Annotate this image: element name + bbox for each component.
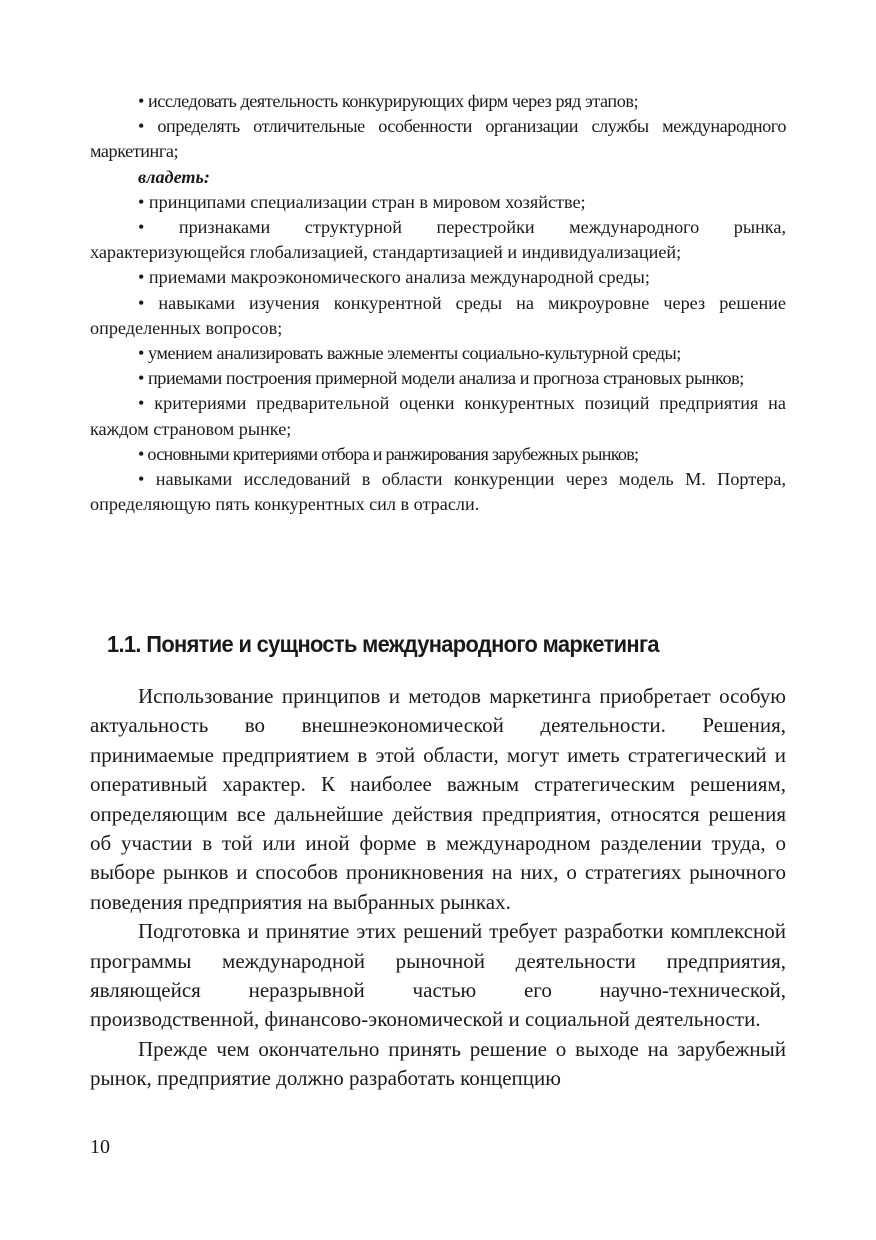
list-item: • навыками исследований в области конкуренции через модель М. Портера, определяющую пять конкурентных сил в отрасли. bbox=[90, 469, 786, 515]
list-item: • приемами построения примерной модели анализа и прогноза страновых рынков; bbox=[138, 368, 744, 389]
list-item: • приемами макроэкономического анализа международной среды; bbox=[138, 267, 650, 288]
list-item: • критериями предварительной оценки конкурентных позиций предприятия на каждом страновом рынке; bbox=[90, 393, 786, 439]
paragraph: Подготовка и принятие этих решений требует разработки комплексной программы международной рыночной деятельности предприятия, являющейся неразрывной частью его научно-технической, производственной, финансово-экономической и социальной деятельности. bbox=[90, 919, 786, 1032]
section-heading: 1.1. Понятие и сущность международного маркетинга bbox=[107, 631, 659, 657]
page-number: 10 bbox=[90, 1136, 110, 1158]
paragraph: Использование принципов и методов маркетинга приобретает особую актуальность во внешнеэкономической деятельности. Решения, принимаемые предприятием в этой области, могут иметь стратегический и оперативный характер. К наиболее важным стратегическим решениям, определяющим все дальнейшие действия предприятия, относятся решения об участии в той или иной форме в международном разделении труда, о выборе рынков и способов проникновения на них, о стратегиях рыночного поведения предприятия на выбранных рынках. bbox=[90, 684, 786, 914]
list-item: • навыками изучения конкурентной среды на микроуровне через решение определенных вопросов; bbox=[90, 292, 786, 338]
list-item: • умением анализировать важные элементы социально-культурной среды; bbox=[138, 343, 681, 364]
list-item: • принципами специализации стран в мировом хозяйстве; bbox=[138, 191, 586, 212]
list-lead-label: владеть: bbox=[138, 166, 210, 187]
list-item: • признаками структурной перестройки международного рынка, характеризующейся глобализацией, стандартизацией и индивидуализацией; bbox=[90, 217, 786, 263]
section-body bbox=[90, 682, 786, 1094]
competency-list bbox=[90, 89, 786, 517]
list-item: • исследовать деятельность конкурирующих фирм через ряд этапов; bbox=[138, 91, 639, 111]
list-item: • основными критериями отбора и ранжирования зарубежных рынков; bbox=[138, 443, 639, 464]
list-item: • определять отличительные особенности организации службы международного маркетинга; bbox=[90, 116, 786, 162]
paragraph: Прежде чем окончательно принять решение о выходе на зарубежный рынок, предприятие должно разработать концепцию bbox=[90, 1036, 786, 1091]
